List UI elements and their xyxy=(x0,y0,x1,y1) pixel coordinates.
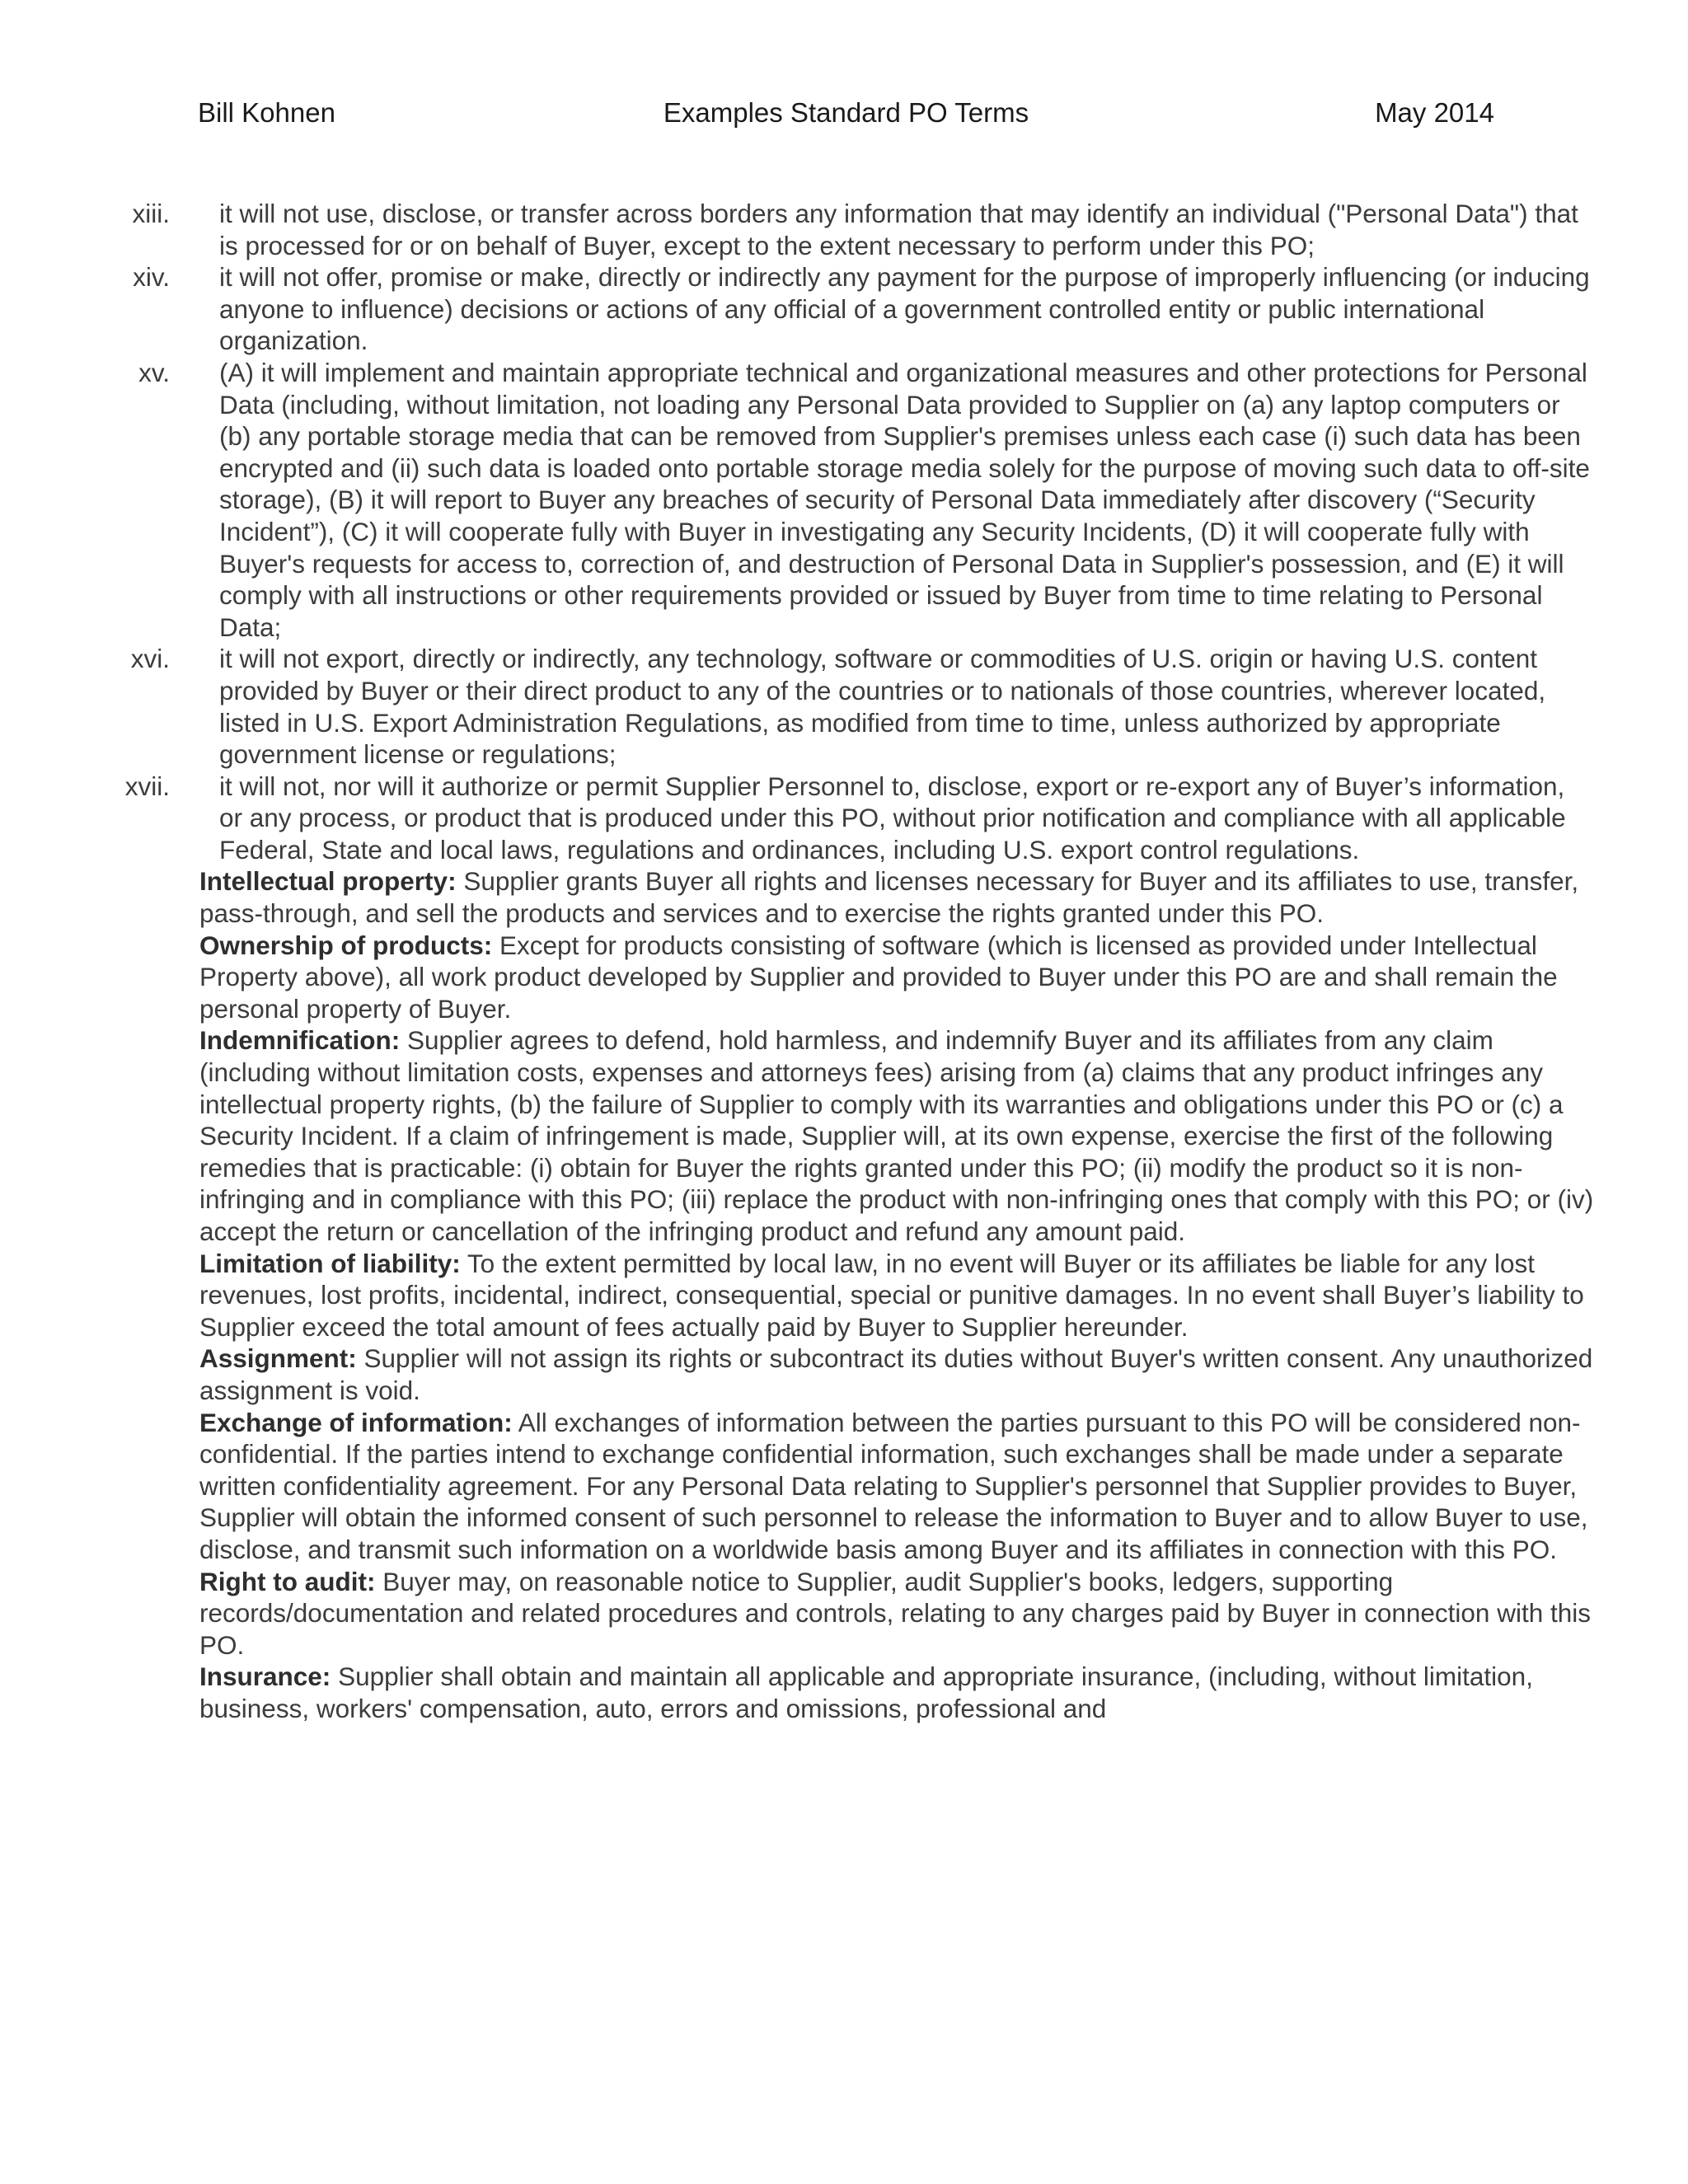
section-term: Insurance: xyxy=(199,1661,331,1692)
header-title: Examples Standard PO Terms xyxy=(663,97,1029,128)
list-item xyxy=(115,261,1590,357)
section-text: To the extent permitted by local law, in no event will Buyer or its affiliates be liable for any lost revenues, lost profits, incidental, indirect, consequential, special or punitive damages. In no event shall Buyer’s liability to Supplier exceed the total amount of fees actually paid by Buyer to Supplier hereunder. xyxy=(199,1248,1584,1342)
list-item-number: xvii. xyxy=(124,771,170,801)
header-date: May 2014 xyxy=(1375,97,1494,128)
list-item-number: xiv. xyxy=(133,262,170,293)
section-term: Assignment: xyxy=(199,1343,357,1374)
section-indemnification xyxy=(115,1024,1601,1247)
section-term: Exchange of information: xyxy=(199,1407,513,1437)
header-author: Bill Kohnen xyxy=(198,97,335,128)
list-item-text: it will not offer, promise or make, directly or indirectly any payment for the purpose of improperly influencing (or inducing anyone to influence) decisions or actions of any official of a government controlled entity or public international organization. xyxy=(219,262,1590,356)
list-item xyxy=(115,198,1578,261)
list-item-text: it will not, nor will it authorize or permit Supplier Personnel to, disclose, export or re-export any of Buyer’s information, or any process, or product that is produced under this PO, without prior notification and compliance with all applicable Federal, State and local laws, regulations and ordinances, including U.S. export control regulations. xyxy=(219,771,1566,865)
section-term: Right to audit: xyxy=(199,1566,376,1596)
section-assignment xyxy=(115,1343,1601,1406)
section-text: Buyer may, on reasonable notice to Supplier, audit Supplier's books, ledgers, supporting records/documentation and related procedures and controls, relating to any charges paid by Buyer in connection with this PO. xyxy=(199,1566,1591,1660)
section-term: Indemnification: xyxy=(199,1025,401,1056)
section-ownership-of-products xyxy=(115,930,1601,1025)
section-term: Ownership of products: xyxy=(199,930,493,960)
list-item-text: it will not use, disclose, or transfer across borders any information that may identify an individual ("Personal Data") that is processed for or on behalf of Buyer, except to the extent necessary to perform under this PO; xyxy=(219,199,1578,260)
section-right-to-audit xyxy=(115,1566,1601,1661)
list-item-number: xiii. xyxy=(132,199,170,228)
section-term: Limitation of liability: xyxy=(199,1248,461,1278)
list-item-text: (A) it will implement and maintain appropriate technical and organizational measures and other protections for Personal Data (including, without limitation, not loading any Personal Data provided to Supplier on (a) any laptop computers or (b) any portable storage media that can be removed from Supplier's premises unless each case (i) such data has been encrypted and (ii) such data is loaded onto portable storage media solely for the purpose of moving such data to off-site storage), (B) it will report to Buyer any breaches of security of Personal Data immediately after discovery (“Security Incident”), (C) it will cooperate fully with Buyer in investigating any Security Incidents, (D) it will cooperate fully with Buyer's requests for access to, correction of, and destruction of Personal Data in Supplier's possession, and (E) it will comply with all instructions or other requirements provided or issued by Buyer from time to time relating to Personal Data; xyxy=(219,357,1590,642)
section-text: Supplier will not assign its rights or subcontract its duties without Buyer's written consent. Any unauthorized assignment is void. xyxy=(199,1343,1593,1405)
section-text: Except for products consisting of software (which is licensed as provided under Intellectual Property above), all work product developed by Supplier and provided to Buyer under this PO are and shall remain the personal property of Buyer. xyxy=(199,930,1558,1024)
list-item-text: it will not export, directly or indirectly, any technology, software or commodities of U.S. origin or having U.S. content provided by Buyer or their direct product to any of the countries or to nationals of those countries, wherever located, listed in U.S. Export Administration Regulations, as modified from time to time, unless authorized by appropriate government license or regulations; xyxy=(219,644,1546,770)
list-item xyxy=(115,771,1566,866)
section-intellectual-property xyxy=(115,865,1601,929)
list-item xyxy=(115,357,1590,643)
section-term: Intellectual property: xyxy=(199,866,457,897)
list-item xyxy=(115,643,1546,770)
page-header xyxy=(198,97,1494,138)
section-insurance xyxy=(115,1661,1601,1724)
section-text: Supplier shall obtain and maintain all applicable and appropriate insurance, (including, without limitation, business, workers' compensation, auto, errors and omissions, professional and xyxy=(199,1661,1533,1723)
section-text: All exchanges of information between the parties pursuant to this PO will be considered non-confidential. If the parties intend to exchange confidential information, such exchanges shall be made under a separate written confidentiality agreement. For any Personal Data relating to Supplier's personnel that Supplier provides to Buyer, Supplier will obtain the informed consent of such personnel to release the information to Buyer and to allow Buyer to use, disclose, and transmit such information on a worldwide basis among Buyer and its affiliates in connection with this PO. xyxy=(199,1407,1588,1564)
section-text: Supplier grants Buyer all rights and licenses necessary for Buyer and its affiliates to use, transfer, pass-through, and sell the products and services and to exercise the rights granted under this PO. xyxy=(199,866,1579,929)
document-body xyxy=(115,198,1594,1725)
list-item-number: xv. xyxy=(138,357,170,387)
section-exchange-of-information xyxy=(115,1407,1601,1566)
section-text: Supplier agrees to defend, hold harmless, and indemnify Buyer and its affiliates from any claim (including without limitation costs, expenses and attorneys fees) arising from (a) claims that any product infringes any intellectual property rights, (b) the failure of Supplier to comply with its warranties and obligations under this PO or (c) a Security Incident. If a claim of infringement is made, Supplier will, at its own expense, exercise the first of the following remedies that is practicable: (i) obtain for Buyer the rights granted under this PO; (ii) modify the product so it is non-infringing and in compliance with this PO; (iii) replace the product with non-infringing ones that comply with this PO; or (iv) accept the return or cancellation of the infringing product and refund any amount paid. xyxy=(199,1025,1594,1246)
section-limitation-of-liability xyxy=(115,1248,1601,1343)
list-item-number: xvi. xyxy=(130,644,170,674)
